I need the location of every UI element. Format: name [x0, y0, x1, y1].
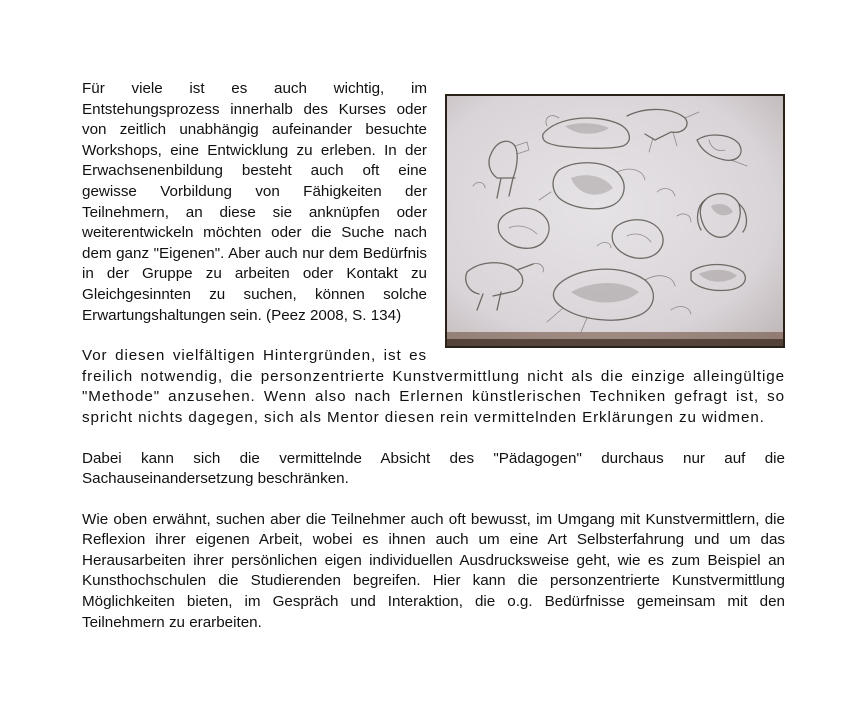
paragraph-4: Wie oben erwähnt, suchen aber die Teilnehmer auch oft bewusst, im Umgang mit Kunstvermittlern, die Reflexion ihrer eigenen Arbeit, wobei es ihnen auch um eine Art Selbsterfahrung und um das Herausarbeiten ihrer persönlichen eigen individuellen Ausdrucksweise geht, wie es zum Beispiel an Kunsthochschulen die Studierenden begreifen. Hier kann die personzentrierte Kunstvermittlung Möglichkeiten bieten, im Gespräch und Interaktion, die o.g. Bedürfnisse gemeinsam mit den Teilnehmern zu erarbeiten. — [82, 510, 785, 631]
sketch-drawing — [447, 96, 783, 346]
paragraph-1: Für viele ist es auch wichtig, im Entstehungsprozess innerhalb des Kurses oder von zeitlich unabhängig aufeinander besuchte Workshops, eine Entwicklung zu erleben. In der Erwachsenenbildung besteht auch oft eine gewisse Vorbildung von Fähigkeiten der Teilnehmern, an diese sie anknüpfen oder weiterentwickeln möchten oder die Suche nach dem ganz "Eigenen". Aber auch nur dem Bedürfnis in der Gruppe zu arbeiten oder Kontakt zu Gleichgesinnten zu suchen, können solche Erwartungshaltungen sein. (Peez 2008, S. 134) — [82, 80, 427, 324]
document-body — [82, 79, 785, 633]
paragraph-3: Dabei kann sich die vermittelnde Absicht des "Pädagogen" durchaus nur auf die Sachauseinandersetzung beschränken. — [82, 449, 785, 488]
paragraph-2: Vor diesen vielfältigen Hintergründen, ist es freilich notwendig, die personzentrierte Kunstvermittlung nicht als die einzige alleingültige "Methode" anzusehen. Wenn also nach Erlernen künstlerischen Techniken gefragt ist, so spricht nichts dagegen, sich als Mentor diesen rein vermittelnden Erklärungen zu widmen. — [82, 347, 785, 426]
paragraph-spacer — [82, 490, 785, 510]
paragraph-spacer — [82, 429, 785, 449]
dog-sketches-photo — [445, 94, 785, 348]
